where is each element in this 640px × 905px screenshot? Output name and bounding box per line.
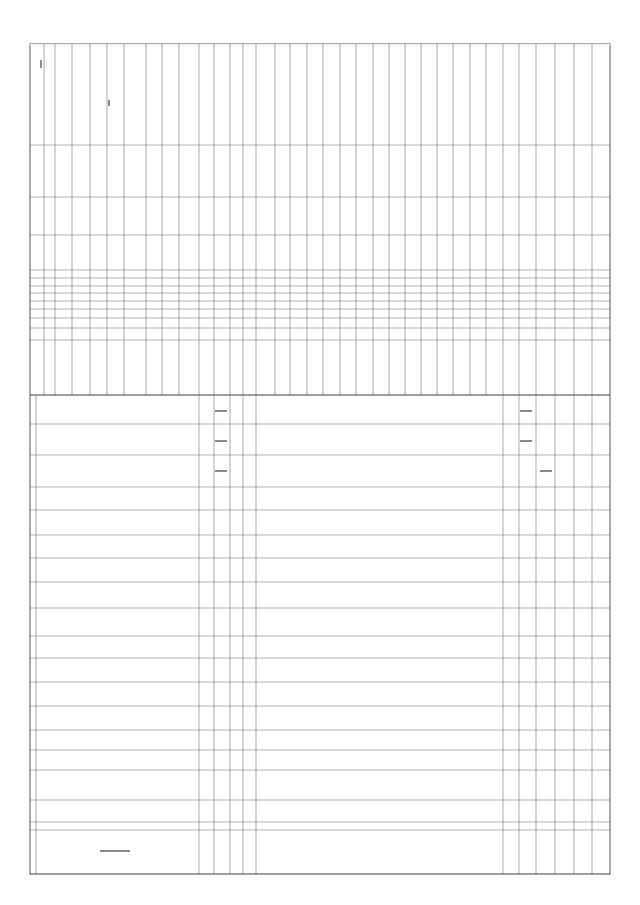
lower-table-columns	[36, 395, 592, 874]
upper-table-rows	[30, 145, 610, 395]
page-frame	[30, 44, 610, 874]
upper-table-header-band	[30, 44, 610, 46]
illegible-text-marks	[40, 60, 552, 852]
upper-table-columns	[44, 44, 592, 395]
lower-table-rows	[30, 424, 610, 874]
